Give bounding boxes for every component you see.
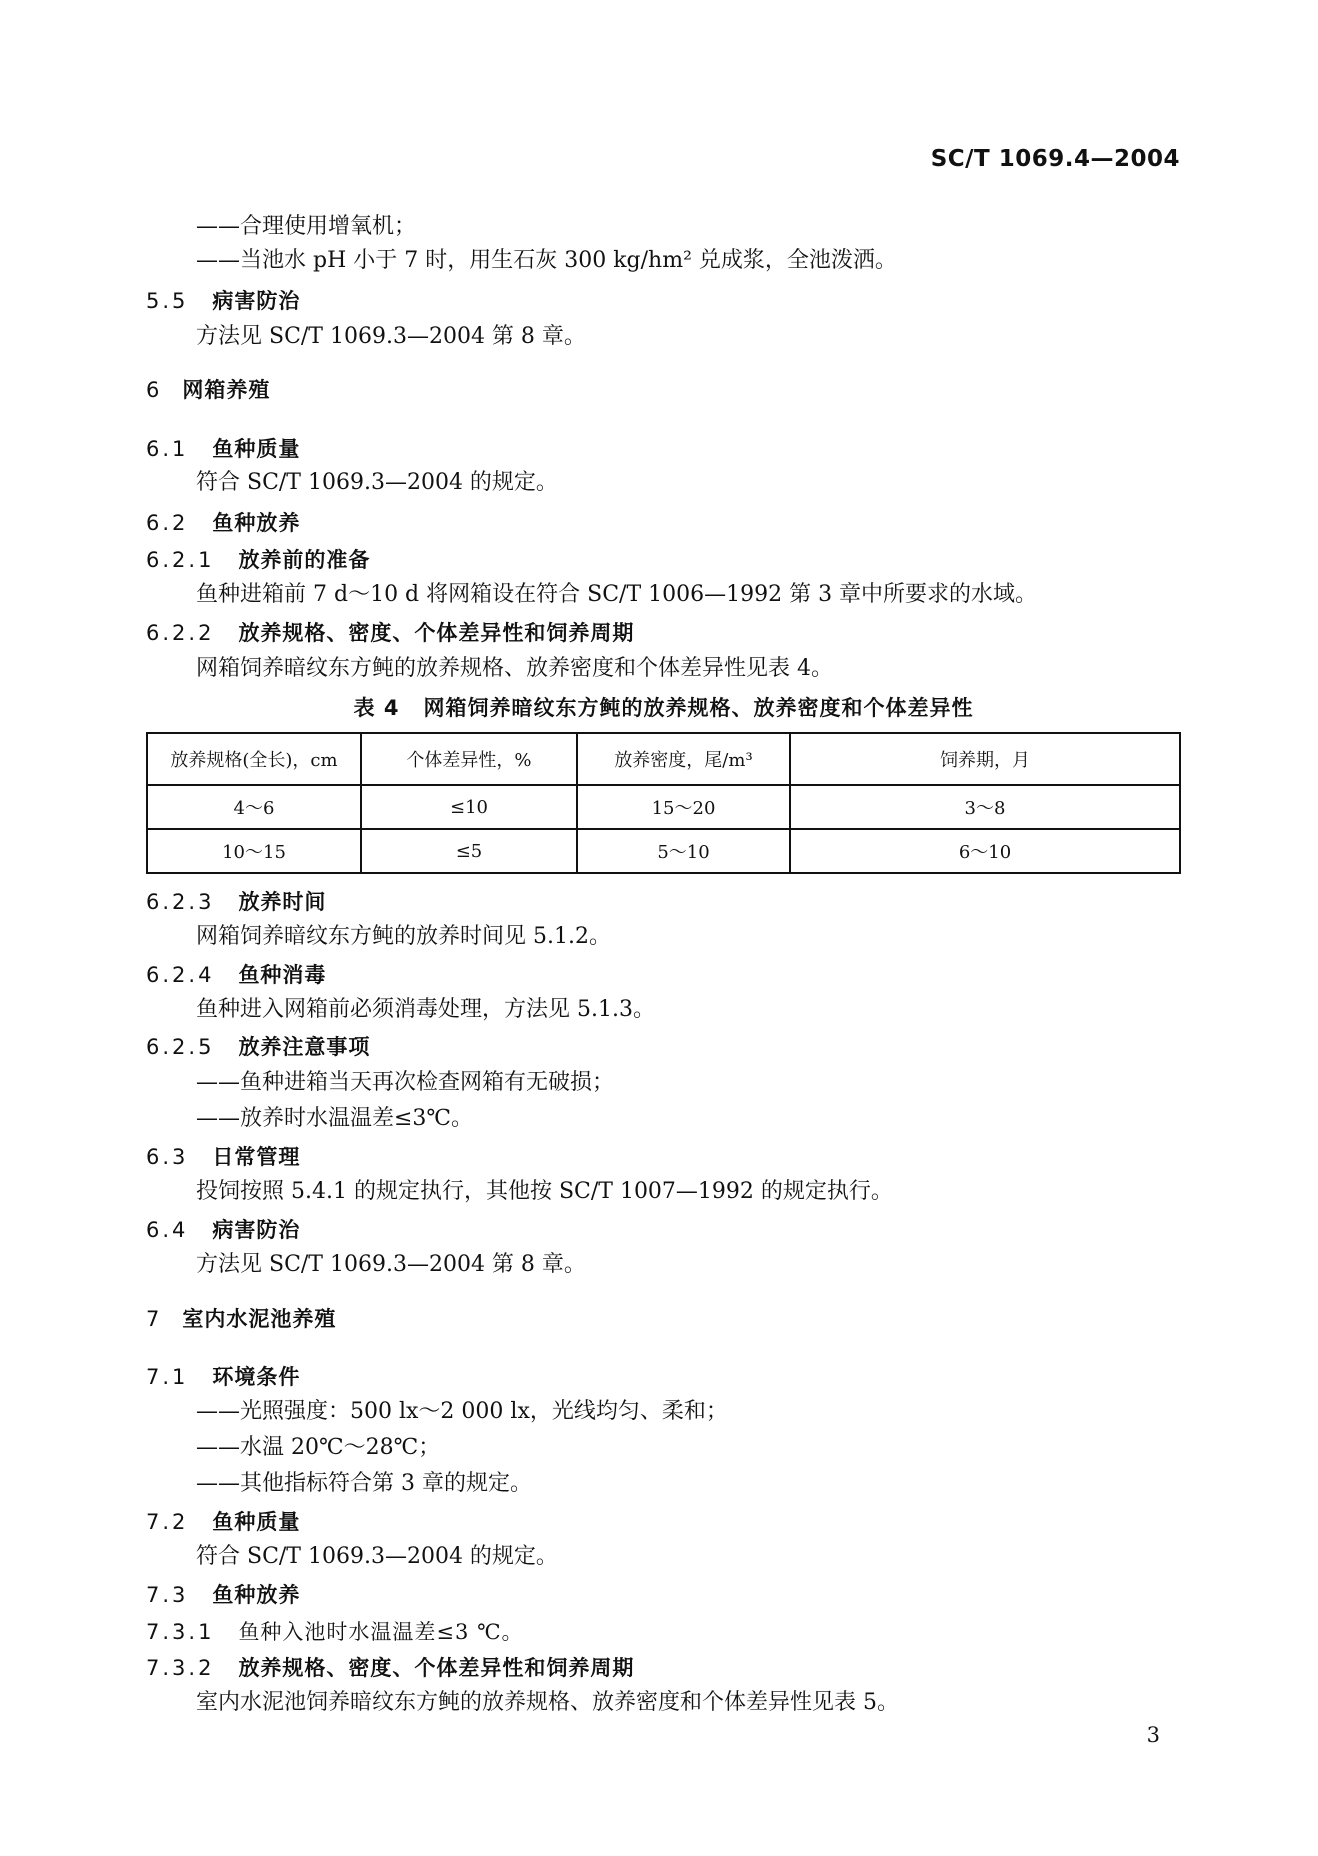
section-title: 放养规格、密度、个体差异性和饲养周期 [238,1656,635,1680]
section-heading-5-5 [146,286,300,316]
section-title: 病害防治 [212,289,301,313]
paragraph: 室内水泥池饲养暗纹东方鲀的放养规格、放养密度和个体差异性见表 5。 [196,1690,899,1715]
list-item: ——水温 20℃～28℃； [196,1435,441,1460]
table-header-cell: 放养密度，尾/m³ [577,733,790,785]
chapter-title: 室内水泥池养殖 [182,1307,337,1331]
section-heading-6-3 [146,1142,300,1172]
paragraph: 鱼种进入网箱前必须消毒处理，方法见 5.1.3。 [196,997,655,1022]
section-title: 鱼种放养 [212,511,301,535]
table-cell: ≤5 [361,829,577,873]
section-number: 6.2.4 [146,963,215,987]
table-header-row [147,733,1180,785]
section-number: 6.2.1 [146,548,215,572]
section-heading-6-4 [146,1215,300,1245]
section-number: 6.2.2 [146,621,215,645]
table-cell: 5～10 [577,829,790,873]
stocking-table [146,732,1181,874]
chapter-number: 6 [146,378,163,402]
table-caption-title: 网箱饲养暗纹东方鲀的放养规格、放养密度和个体差异性 [423,696,974,720]
section-title: 放养注意事项 [238,1035,371,1059]
table-caption [146,693,1181,723]
paragraph: 符合 SC/T 1069.3—2004 的规定。 [196,1544,558,1569]
section-title: 日常管理 [212,1145,301,1169]
list-item: ——合理使用增氧机； [196,214,417,239]
list-item: ——其他指标符合第 3 章的规定。 [196,1471,532,1496]
section-heading-6-1 [146,434,300,464]
paragraph: 符合 SC/T 1069.3—2004 的规定。 [196,470,558,495]
section-number: 6.2.3 [146,890,215,914]
section-title: 鱼种放养 [212,1583,301,1607]
table-header-cell: 放养规格(全长)，cm [147,733,361,785]
section-title: 环境条件 [212,1365,301,1389]
section-number: 5.5 [146,289,189,313]
paragraph: 方法见 SC/T 1069.3—2004 第 8 章。 [196,1252,586,1277]
section-number: 7.3.1 [146,1620,215,1644]
standard-code: SC/T 1069.4—2004 [930,146,1180,172]
paragraph: 方法见 SC/T 1069.3—2004 第 8 章。 [196,324,586,349]
section-number: 6.1 [146,437,189,461]
page-number: 3 [1146,1723,1160,1747]
section-number: 6.2.5 [146,1035,215,1059]
section-number: 6.4 [146,1218,189,1242]
paragraph: 网箱饲养暗纹东方鲀的放养规格、放养密度和个体差异性见表 4。 [196,656,833,681]
list-item: ——光照强度：500 lx～2 000 lx，光线均匀、柔和； [196,1399,728,1424]
section-number: 7.2 [146,1510,189,1534]
section-number: 6.3 [146,1145,189,1169]
section-title: 病害防治 [212,1218,301,1242]
table-header-cell: 个体差异性，% [361,733,577,785]
section-heading-7-1 [146,1362,300,1392]
section-title: 放养规格、密度、个体差异性和饲养周期 [238,621,635,645]
table-cell: 4～6 [147,785,361,829]
section-heading-7-3-1 [146,1617,524,1647]
table-cell: 3～8 [790,785,1180,829]
chapter-heading-6 [146,375,270,405]
section-heading-6-2-1 [146,545,370,575]
list-item: ——当池水 pH 小于 7 时，用生石灰 300 kg/hm² 兑成浆，全池泼洒。 [196,248,897,273]
chapter-heading-7 [146,1304,336,1334]
table-row [147,785,1180,829]
section-heading-7-2 [146,1507,300,1537]
list-item: ——鱼种进箱当天再次检查网箱有无破损； [196,1070,615,1095]
section-title: 鱼种质量 [212,1510,301,1534]
section-heading-7-3-2 [146,1653,634,1683]
table-cell: ≤10 [361,785,577,829]
section-number: 7.1 [146,1365,189,1389]
section-heading-6-2-4 [146,960,326,990]
table-caption-label: 表 4 [353,696,400,720]
section-heading-6-2-5 [146,1032,370,1062]
table-row [147,829,1180,873]
section-title: 鱼种消毒 [238,963,327,987]
list-item: ——放养时水温温差≤3℃。 [196,1106,474,1131]
chapter-number: 7 [146,1307,163,1331]
paragraph: 鱼种进箱前 7 d～10 d 将网箱设在符合 SC/T 1006—1992 第 3 章中所要求的水域。 [196,582,1038,607]
section-title: 放养前的准备 [238,548,371,572]
chapter-title: 网箱养殖 [182,378,271,402]
table-header-cell: 饲养期，月 [790,733,1180,785]
section-title: 鱼种质量 [212,437,301,461]
section-heading-7-3 [146,1580,300,1610]
section-title: 鱼种入池时水温温差≤3 ℃。 [238,1620,524,1644]
section-title: 放养时间 [238,890,327,914]
section-number: 6.2 [146,511,189,535]
section-heading-6-2-2 [146,618,634,648]
paragraph: 网箱饲养暗纹东方鲀的放养时间见 5.1.2。 [196,924,611,949]
table-cell: 10～15 [147,829,361,873]
section-heading-6-2-3 [146,887,326,917]
section-number: 7.3 [146,1583,189,1607]
section-heading-6-2 [146,508,300,538]
table-cell: 6～10 [790,829,1180,873]
paragraph: 投饲按照 5.4.1 的规定执行，其他按 SC/T 1007—1992 的规定执行。 [196,1179,893,1204]
section-number: 7.3.2 [146,1656,215,1680]
table-cell: 15～20 [577,785,790,829]
